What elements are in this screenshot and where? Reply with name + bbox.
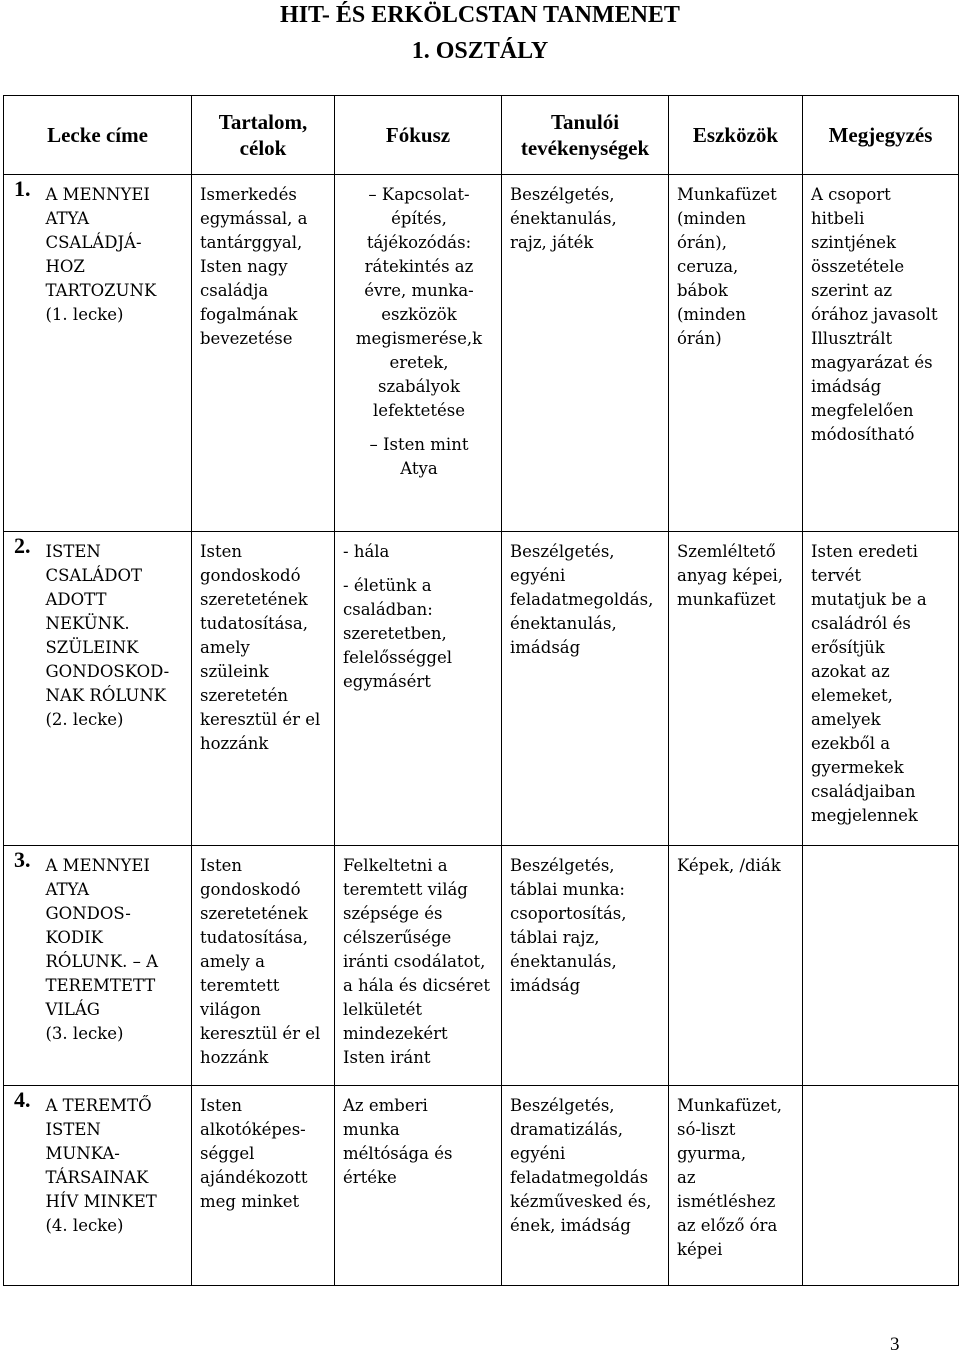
lesson-notes (803, 1086, 959, 1286)
column-header-tevekenyseg: Tanulói tevékenységek (502, 96, 669, 175)
table-row (4, 532, 959, 846)
column-header-fokusz: Fókusz (335, 96, 502, 175)
lesson-content: Isten gondoskodó szeretetének tudatosítása, amely a teremtett világon keresztül ér el hozzánk (192, 846, 335, 1086)
student-activities: Beszélgetés, dramatizálás, egyéni feladatmegoldás kézművesked és, ének, imádság (502, 1086, 669, 1286)
lesson-tools: Munkafüzet (minden órán), ceruza, bábok (minden órán) (669, 175, 803, 532)
lesson-focus (335, 175, 502, 532)
lesson-focus: Az emberi munka méltósága és értéke (335, 1086, 502, 1286)
lesson-tools: Szemléltető anyag képei, munkafüzet (669, 532, 803, 846)
lesson-notes (803, 846, 959, 1086)
student-activities: Beszélgetés, egyéni feladatmegoldás, énektanulás, imádság (502, 532, 669, 846)
lesson-content: Isten alkotóképes- séggel ajándékozott meg minket (192, 1086, 335, 1286)
column-header-lecke: Lecke címe (4, 96, 192, 175)
column-header-tartalom: Tartalom, célok (192, 96, 335, 175)
focus-point: - hála (343, 542, 390, 561)
lesson-number: 1. (4, 175, 44, 532)
lesson-number: 3. (4, 846, 44, 1086)
table-header-row (4, 96, 959, 175)
lesson-title: A TEREMTŐ ISTEN MUNKA- TÁRSAINAK HÍV MINKET (4. lecke) (44, 1086, 192, 1286)
table-row (4, 175, 959, 532)
focus-point: - életünk a családban: szeretetben, felelősséggel egymásért (343, 576, 452, 691)
lesson-number: 2. (4, 532, 44, 846)
student-activities: Beszélgetés, táblai munka: csoportosítás, táblai rajz, énektanulás, imádság (502, 846, 669, 1086)
lesson-number: 4. (4, 1086, 44, 1286)
lesson-content: Isten gondoskodó szeretetének tudatosítása, amely szüleink szeretetén keresztül ér el hozzánk (192, 532, 335, 846)
column-header-megjegyzes: Megjegyzés (803, 96, 959, 175)
lesson-title: A MENNYEI ATYA CSALÁDJÁ- HOZ TARTOZUNK (1. lecke) (44, 175, 192, 532)
lesson-focus (335, 532, 502, 846)
lesson-title: ISTEN CSALÁDOT ADOTT NEKÜNK. SZÜLEINK GONDOSKOD- NAK RÓLUNK (2. lecke) (44, 532, 192, 846)
focus-point: – Kapcsolat- építés, tájékozódás: rátekintés az évre, munka- eszközök megismerése,k eretek, szabályok lefektetése (355, 185, 483, 420)
student-activities: Beszélgetés, énektanulás, rajz, játék (502, 175, 669, 532)
curriculum-table (3, 95, 959, 1286)
lesson-content: Ismerkedés egymással, a tantárggyal, Isten nagy családja fogalmának bevezetése (192, 175, 335, 532)
lesson-title: A MENNYEI ATYA GONDOS- KODIK RÓLUNK. – A TEREMTETT VILÁG (3. lecke) (44, 846, 192, 1086)
lesson-notes: A csoport hitbeli szintjének összetétele szerint az órához javasolt Illusztrált magyarázat és imádság megfelelően módosítható (803, 175, 959, 532)
column-header-eszkozok: Eszközök (669, 96, 803, 175)
page-number: 3 (890, 1334, 900, 1355)
focus-point: – Isten mint Atya (369, 435, 469, 478)
lesson-notes: Isten eredeti tervét mutatjuk be a családról és erősítjük azokat az elemeket, amelyek ezekből a gyermekek családjaiban megjelennek (803, 532, 959, 846)
table-row (4, 846, 959, 1086)
document-title: HIT- ÉS ERKÖLCSTAN TANMENET (280, 2, 680, 28)
lesson-tools: Munkafüzet, só-liszt gyurma, az ismétléshez az előző óra képei (669, 1086, 803, 1286)
lesson-focus: Felkeltetni a teremtett világ szépsége és célszerűsége iránti csodálatot, a hála és dicséret lelkületét mindezekért Isten iránt (335, 846, 502, 1086)
lesson-tools: Képek, /diák (669, 846, 803, 1086)
table-row (4, 1086, 959, 1286)
document-subtitle: 1. OSZTÁLY (411, 38, 549, 64)
